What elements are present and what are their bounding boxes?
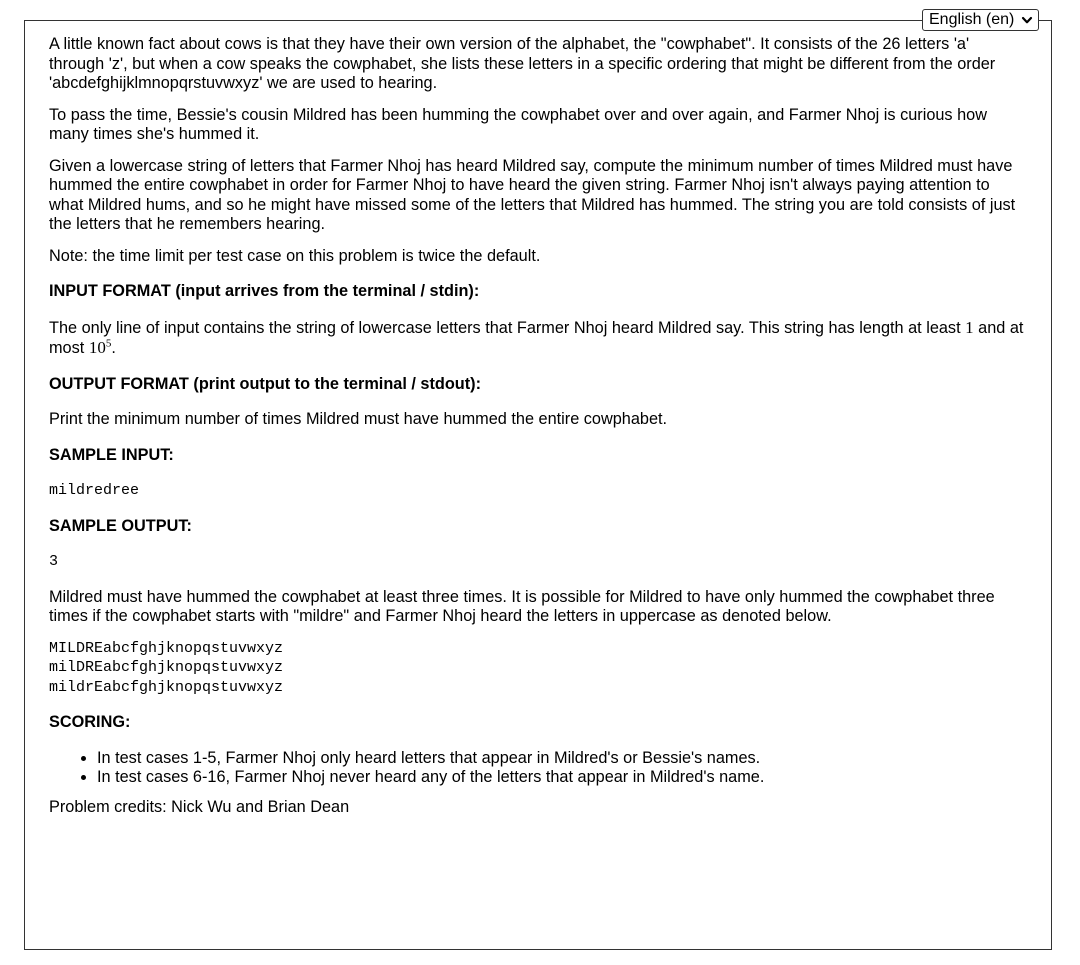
scoring-heading: SCORING: <box>49 713 131 731</box>
input-format-text-start: The only line of input contains the string of lowercase letters that Farmer Nhoj heard Mildred say. This string has length at least <box>49 318 966 337</box>
language-select[interactable] <box>922 9 1039 31</box>
input-min-length: 1 <box>965 317 974 337</box>
sample-input-heading: SAMPLE INPUT: <box>49 445 174 464</box>
chevron-down-icon <box>1021 14 1033 26</box>
scoring-item: • In test cases 6-16, Farmer Nhoj never heard any of the letters that appear in Mildred's name. <box>97 768 1024 787</box>
input-format-text-mid: and at most <box>49 318 1024 357</box>
scoring-list <box>49 749 1024 787</box>
time-limit-note: Note: the time limit per test case on this problem is twice the default. <box>49 246 541 265</box>
explanation-line: milDREabcfghjknopqstuvwxyz <box>49 659 284 676</box>
input-max-exponent: 5 <box>105 337 112 350</box>
sample-explanation: Mildred must have hummed the cowphabet at least three times. It is possible for Mildred to have only hummed the cowphabet three times if the cowphabet starts with "mildre" and Farmer Nhoj heard the letters in uppercase as denoted below. <box>49 587 995 625</box>
input-max-base: 10 <box>88 338 106 357</box>
input-format-heading: INPUT FORMAT (input arrives from the terminal / stdin): <box>49 282 480 300</box>
intro-paragraph: A little known fact about cows is that they have their own version of the alphabet, the "cowphabet". It consists of the 26 letters 'a' through 'z', but when a cow speaks the cowphabet, she lists these letters in a specific ordering that might be different from the order 'abcdefghijklmnopqrstuvwxyz' we are used to hearing. <box>49 35 996 92</box>
output-format-text: Print the minimum number of times Mildred must have hummed the entire cowphabet. <box>49 410 668 428</box>
task-paragraph: Given a lowercase string of letters that Farmer Nhoj has heard Mildred say, compute the minimum number of times Mildred must have hummed the entire cowphabet in order for Farmer Nhoj to have heard the given string. Farmer Nhoj isn't always paying attention to what Mildred hums, and so he might have missed some of the letters that Mildred has hummed. The string you are told consists of just the letters that he remembers hearing. <box>49 156 1016 233</box>
sample-output-heading: SAMPLE OUTPUT: <box>49 516 192 535</box>
input-format-text-end: . <box>111 339 116 357</box>
explanation-line: MILDREabcfghjknopqstuvwxyz <box>49 639 284 657</box>
explanation-code <box>49 639 1024 698</box>
language-select-value: English (en) <box>929 11 1015 28</box>
scoring-item: • In test cases 1-5, Farmer Nhoj only heard letters that appear in Mildred's or Bessie's names. <box>97 749 1024 768</box>
sample-input-value: mildredree <box>49 482 140 499</box>
sample-output-value: 3 <box>49 553 59 570</box>
problem-panel <box>24 11 1052 950</box>
context-paragraph: To pass the time, Bessie's cousin Mildred has been humming the cowphabet over and over again, and Farmer Nhoj is curious how many times she's hummed it. <box>49 105 987 143</box>
output-format-heading: OUTPUT FORMAT (print output to the terminal / stdout): <box>49 374 481 393</box>
problem-credits: Problem credits: Nick Wu and Brian Dean <box>49 797 350 816</box>
input-max-length <box>89 338 112 357</box>
problem-statement <box>49 35 1024 829</box>
explanation-line: mildrEabcfghjknopqstuvwxyz <box>49 678 284 696</box>
input-format-text <box>49 318 1024 359</box>
